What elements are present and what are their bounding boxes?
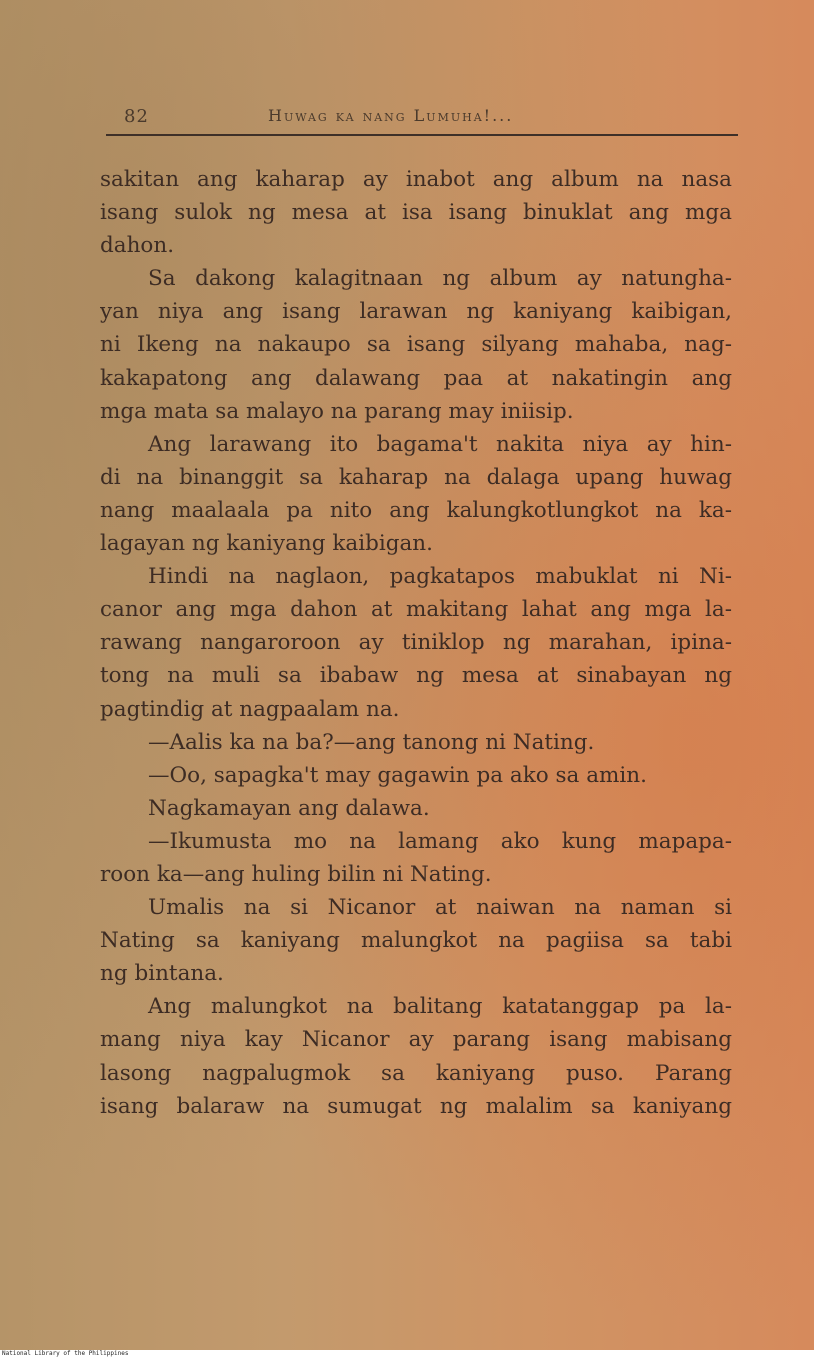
text-line: Nating sa kaniyang malungkot na pagiisa sa tabi xyxy=(100,928,732,954)
text-line: —Ikumusta mo na lamang ako kung mapapa- xyxy=(148,828,732,854)
running-title: Huwag ka nang Lumuha!... xyxy=(268,106,514,125)
text-line: canor ang mga dahon at makitang lahat ang mga la- xyxy=(100,597,732,623)
text-line: rawang nangaroroon ay tiniklop ng marahan, ipina- xyxy=(100,630,732,656)
text-line: kakapatong ang dalawang paa at nakatingin ang xyxy=(100,365,732,391)
attribution-text: National Library of the Philippines xyxy=(2,1350,129,1357)
text-line: Nagkamayan ang dalawa. xyxy=(148,795,430,821)
text-line: mang niya kay Nicanor ay parang isang mabisang xyxy=(100,1027,732,1053)
text-line: pagtindig at nagpaalam na. xyxy=(100,696,400,722)
text-line: ng bintana. xyxy=(100,961,224,987)
text-line: isang sulok ng mesa at isa isang binuklat ang mga xyxy=(100,200,732,226)
text-line: sakitan ang kaharap ay inabot ang album na nasa xyxy=(100,167,732,192)
text-line: dahon. xyxy=(100,233,175,259)
page-header xyxy=(118,104,738,132)
text-line: Sa dakong kalagitnaan ng album ay natungha- xyxy=(148,266,732,292)
text-line: Ang larawang ito bagama't nakita niya ay hin- xyxy=(148,431,732,457)
text-line: isang balaraw na sumugat ng malalim sa kaniyang xyxy=(100,1093,732,1119)
text-line: lagayan ng kaniyang kaibigan. xyxy=(100,531,433,557)
text-line: yan niya ang isang larawan ng kaniyang kaibigan, xyxy=(100,299,732,325)
text-line: Ang malungkot na balitang katatanggap pa la- xyxy=(148,994,732,1020)
text-line: tong na muli sa ibabaw ng mesa at sinabayan ng xyxy=(100,663,732,689)
header-rule xyxy=(106,134,738,136)
text-line: —Oo, sapagka't may gagawin pa ako sa amin. xyxy=(148,762,647,788)
text-line: mga mata sa malayo na parang may iniisip. xyxy=(100,398,574,424)
page-number: 82 xyxy=(124,106,149,127)
text-line: —Aalis ka na ba?—ang tanong ni Nating. xyxy=(148,729,595,755)
text-line: nang maalaala pa nito ang kalungkotlungkot na ka- xyxy=(100,497,732,523)
text-line: Umalis na si Nicanor at naiwan na naman si xyxy=(148,895,732,921)
body-text xyxy=(100,163,732,1123)
text-line: di na binanggit sa kaharap na dalaga upang huwag xyxy=(100,464,732,490)
text-line: roon ka—ang huling bilin ni Nating. xyxy=(100,861,492,887)
text-line: ni Ikeng na nakaupo sa isang silyang mahaba, nag- xyxy=(100,332,732,358)
text-line: Hindi na naglaon, pagkatapos mabuklat ni Ni- xyxy=(148,564,732,590)
text-line: lasong nagpalugmok sa kaniyang puso. Parang xyxy=(100,1060,732,1086)
